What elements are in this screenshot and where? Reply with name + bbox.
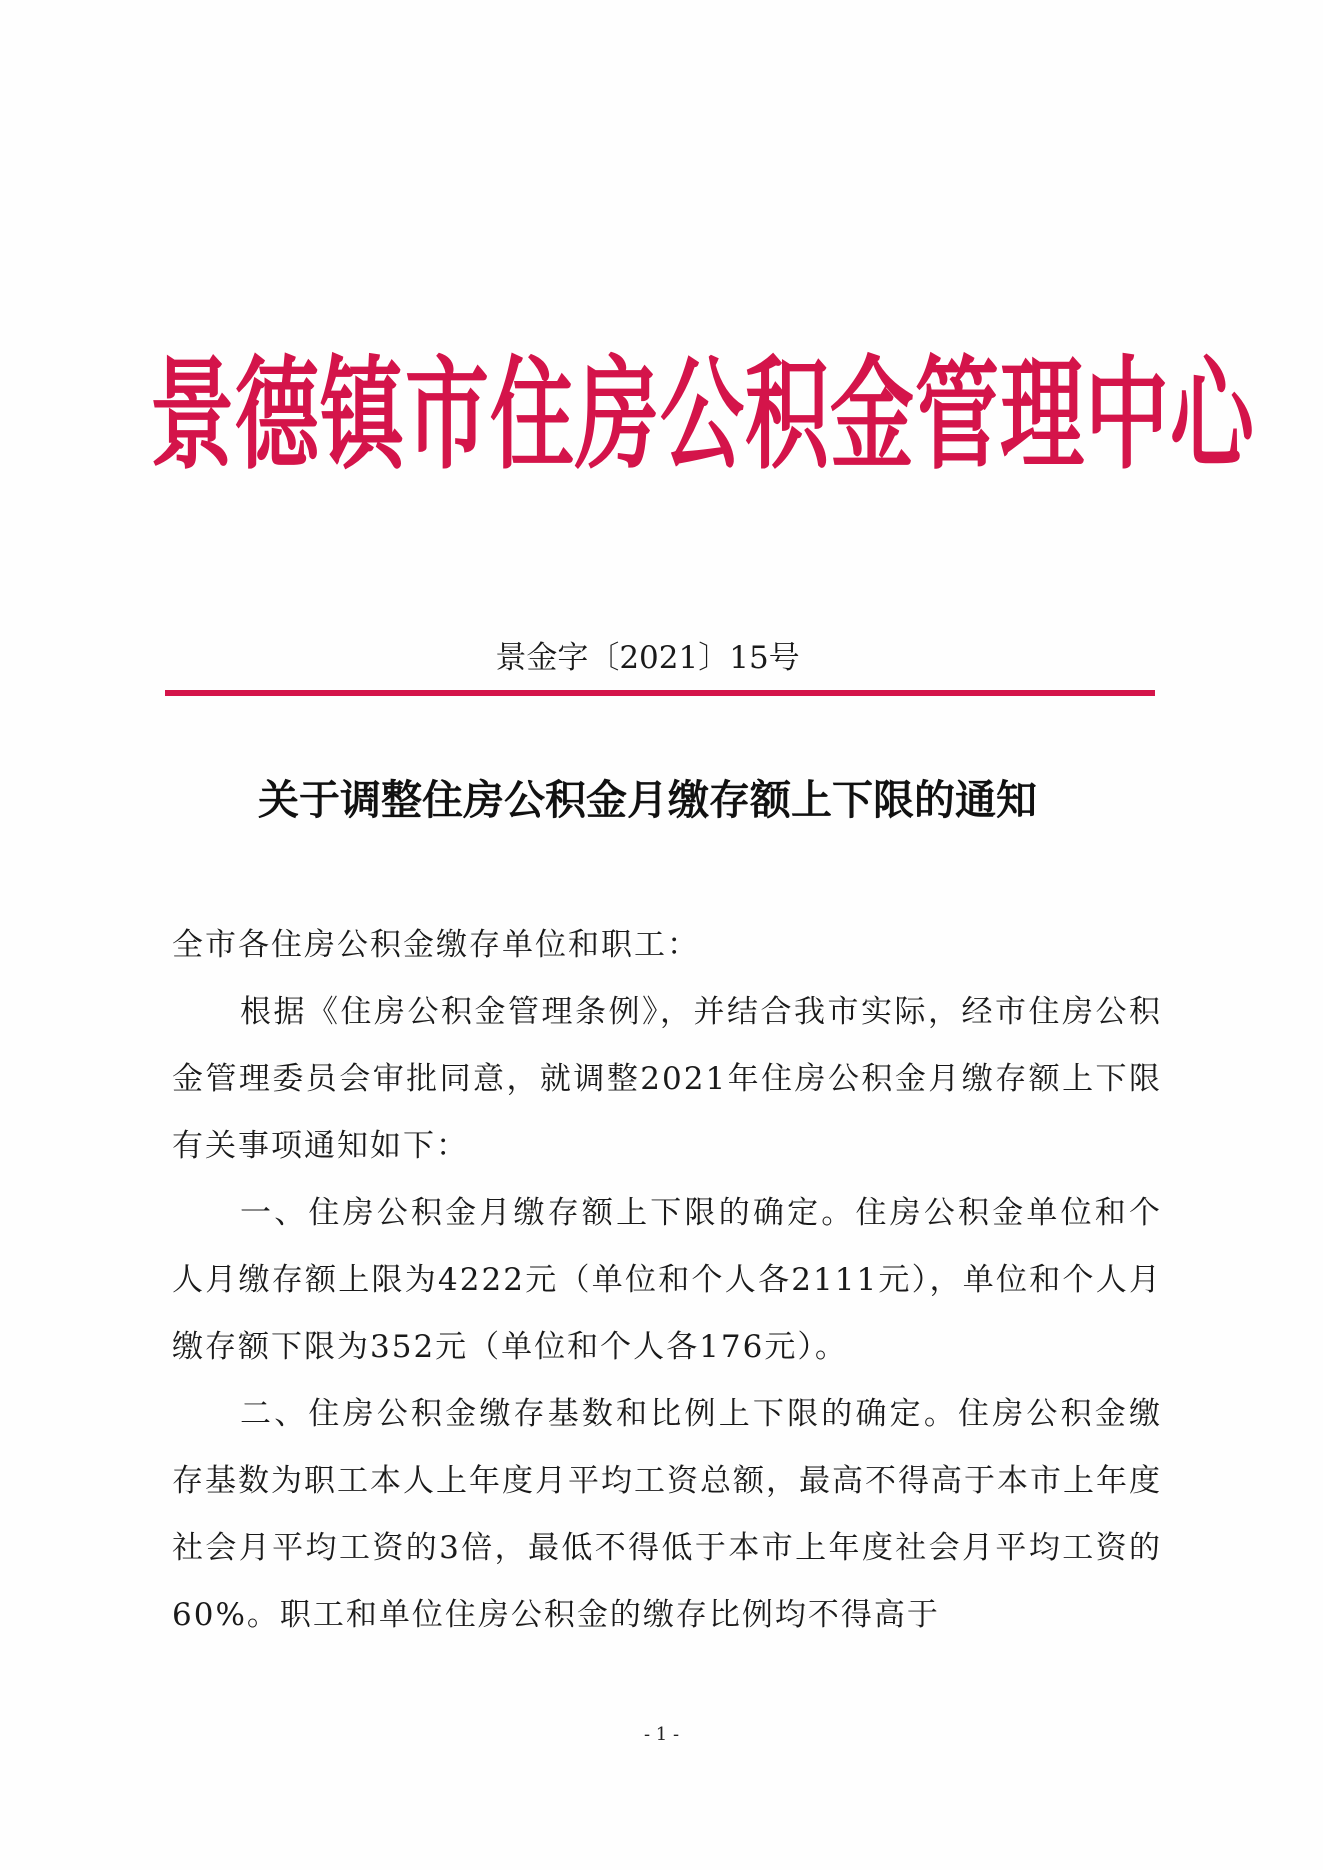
salutation: 全市各住房公积金缴存单位和职工： — [172, 927, 700, 963]
document-title: 关于调整住房公积金月缴存额上下限的通知 — [258, 776, 1037, 824]
document-number: 景金字〔2021〕15号 — [495, 640, 800, 676]
issuing-organization-header: 景德镇市住房公积金管理中心 — [150, 343, 1256, 487]
body-paragraph-intro: 根据《住房公积金管理条例》，并结合我市实际，经市住房公积金管理委员会审批同意，就调整2021年住房公积金月缴存额上下限有关事项通知如下： — [172, 994, 1162, 1164]
body-paragraph-item-1: 一、住房公积金月缴存额上下限的确定。住房公积金单位和个人月缴存额上限为4222元（单位和个人各2111元），单位和个人月缴存额下限为352元（单位和个人各176元）。 — [172, 1195, 1162, 1365]
page-number: - 1 - — [643, 1724, 680, 1745]
red-divider-line — [165, 690, 1155, 696]
body-paragraph-item-2: 二、住房公积金缴存基数和比例上下限的确定。住房公积金缴存基数为职工本人上年度月平均工资总额，最高不得高于本市上年度社会月平均工资的3倍，最低不得低于本市上年度社会月平均工资的60%。职工和单位住房公积金的缴存比例均不得高于 — [172, 1396, 1162, 1633]
document-body — [172, 912, 1162, 1649]
